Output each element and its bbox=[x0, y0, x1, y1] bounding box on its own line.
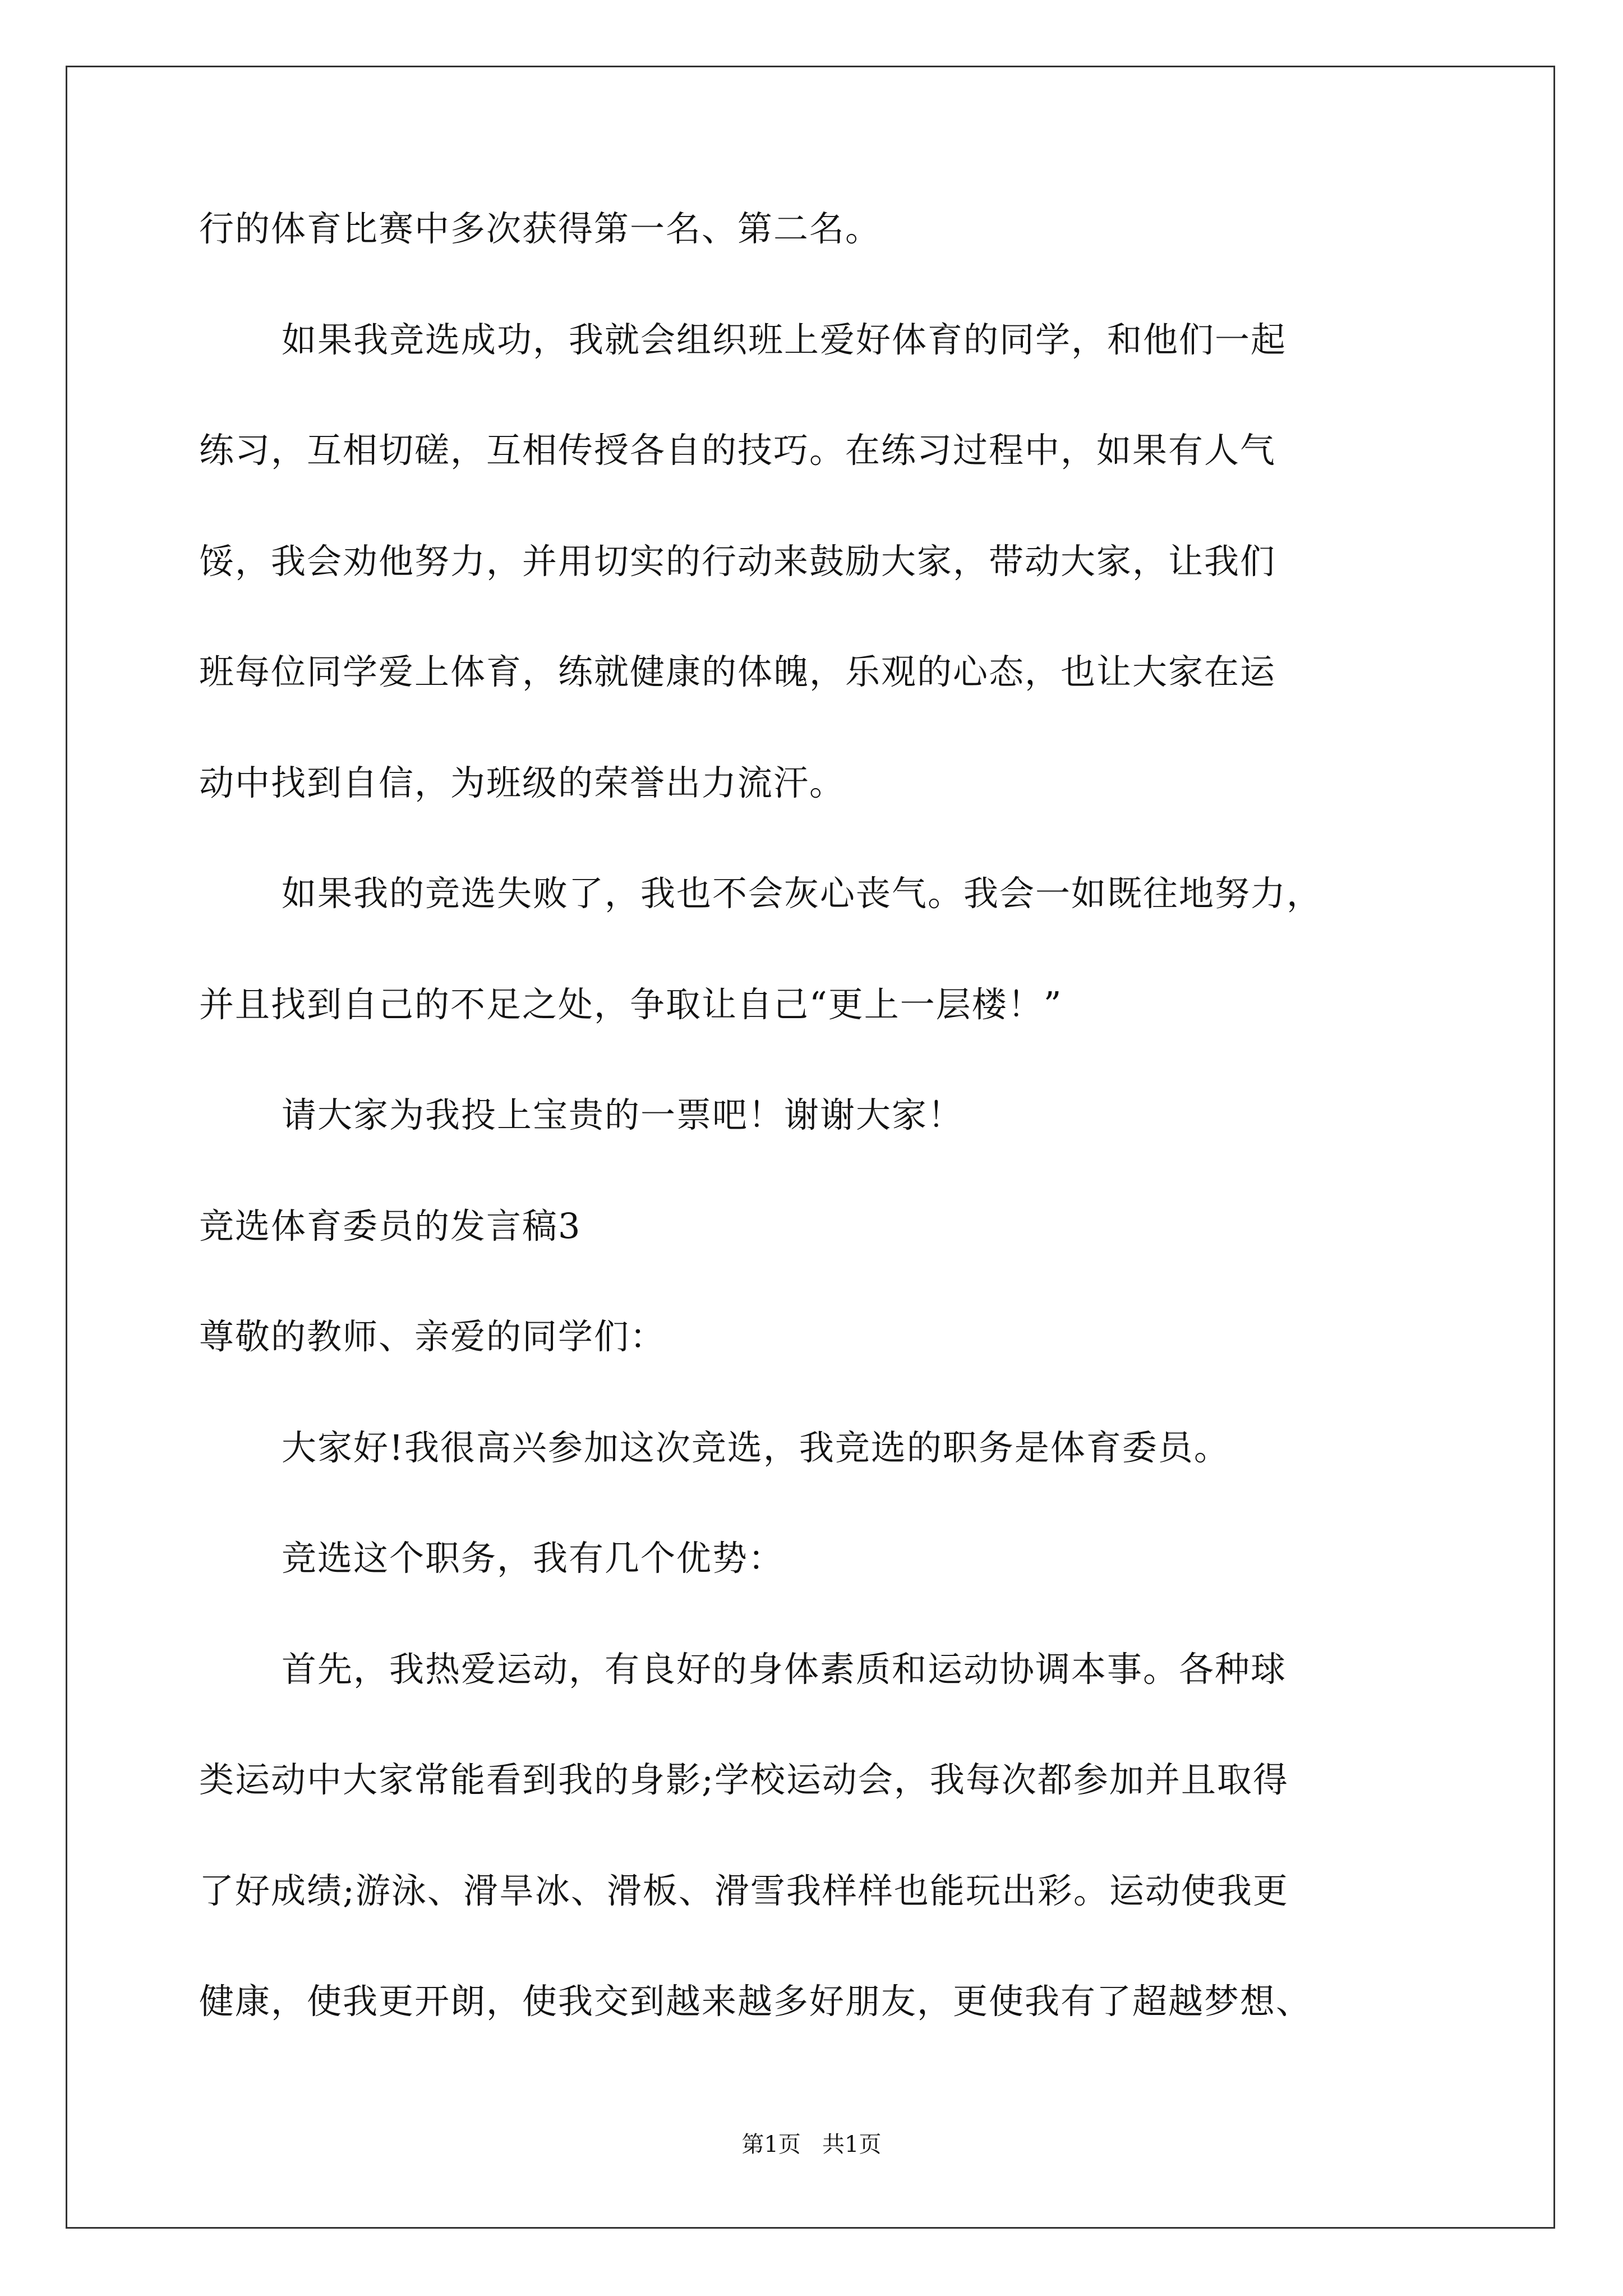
body-text-line: 大家好!我很高兴参加这次竞选，我竞选的职务是体育委员。 bbox=[282, 1427, 1230, 1468]
body-text-line: 馁，我会劝他努力，并用切实的行动来鼓励大家，带动大家，让我们 bbox=[199, 541, 1276, 582]
section-heading: 竞选体育委员的发言稿3 bbox=[199, 1205, 582, 1246]
body-text-line: 首先，我热爱运动，有良好的身体素质和运动协调本事。各种球 bbox=[282, 1649, 1287, 1690]
body-text-line: 动中找到自信，为班级的荣誉出力流汗。 bbox=[199, 762, 846, 803]
body-text-line: 类运动中大家常能看到我的身影;学校运动会，我每次都参加并且取得 bbox=[199, 1759, 1289, 1800]
salutation: 尊敬的教师、亲爱的同学们： bbox=[199, 1316, 666, 1357]
body-text-line: 了好成绩;游泳、滑旱冰、滑板、滑雪我样样也能玩出彩。运动使我更 bbox=[199, 1870, 1289, 1911]
body-text-line: 如果我竞选成功，我就会组织班上爱好体育的同学，和他们一起 bbox=[282, 319, 1287, 360]
body-text-line: 练习，互相切磋，互相传授各自的技巧。在练习过程中，如果有人气 bbox=[199, 430, 1276, 471]
body-text-line: 行的体育比赛中多次获得第一名、第二名。 bbox=[199, 208, 882, 249]
body-text-line: 请大家为我投上宝贵的一票吧！谢谢大家！ bbox=[282, 1094, 964, 1135]
body-text-line: 班每位同学爱上体育，练就健康的体魄，乐观的心态，也让大家在运 bbox=[199, 651, 1276, 692]
body-text-line: 并且找到自己的不足之处，争取让自己“更上一层楼！” bbox=[199, 984, 1063, 1025]
body-text-line: 健康，使我更开朗，使我交到越来越多好朋友，更使我有了超越梦想、 bbox=[199, 1981, 1312, 2022]
body-text-line: 竞选这个职务，我有几个优势： bbox=[282, 1538, 785, 1579]
body-text-line: 如果我的竞选失败了，我也不会灰心丧气。我会一如既往地努力， bbox=[282, 873, 1323, 914]
page-number-footer: 第1页 共1页 bbox=[741, 2132, 882, 2157]
